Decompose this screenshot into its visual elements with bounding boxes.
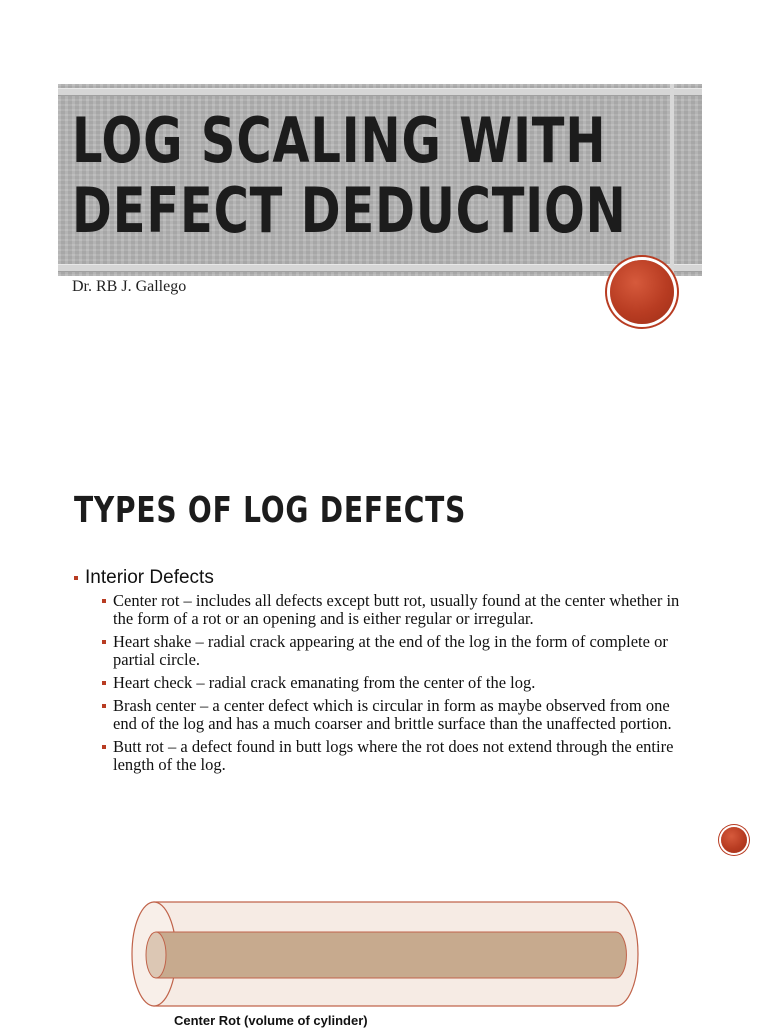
inner-rot-body xyxy=(156,932,626,978)
main-bullet-text: Interior Defects xyxy=(85,567,214,588)
banner-top-band xyxy=(58,88,702,96)
list-item: Butt rot – a defect found in butt logs where the rot does not extend through the entire length of the log. xyxy=(85,738,694,774)
slide-title-line-1: LOG SCALING WITH xyxy=(72,104,607,177)
list-item xyxy=(74,566,694,774)
inner-rot-cap xyxy=(146,932,166,978)
slide-title xyxy=(72,106,627,246)
section-title: TYPES OF LOG DEFECTS xyxy=(74,490,467,531)
cylinder-diagram-icon xyxy=(128,898,644,1010)
sub-bullet-list xyxy=(85,592,694,774)
bullet-list xyxy=(74,566,694,779)
slide-title-line-2: DEFECT DEDUCTION xyxy=(72,174,627,247)
title-banner xyxy=(58,84,702,276)
banner-right-band xyxy=(670,84,674,276)
title-slide xyxy=(0,0,768,420)
banner-bottom-band xyxy=(58,264,702,272)
list-item: Heart check – radial crack emanating from the center of the log. xyxy=(85,674,694,692)
center-rot-diagram xyxy=(128,898,644,1010)
author-name: Dr. RB J. Gallego xyxy=(72,278,187,295)
list-item: Brash center – a center defect which is circular in form as maybe observed from one end of the log and has a much coarser and brittle surface than the unaffected portion. xyxy=(85,697,694,733)
list-item: Heart shake – radial crack appearing at the end of the log in the form of complete or partial circle. xyxy=(85,633,694,669)
decorative-circle-icon xyxy=(610,260,674,324)
list-item: Center rot – includes all defects except butt rot, usually found at the center whether in the form of a rot or an opening and is either regular or irregular. xyxy=(85,592,694,628)
content-slide xyxy=(0,460,768,1028)
diagram-caption: Center Rot (volume of cylinder) xyxy=(174,1013,368,1028)
decorative-circle-icon-small xyxy=(721,827,747,853)
